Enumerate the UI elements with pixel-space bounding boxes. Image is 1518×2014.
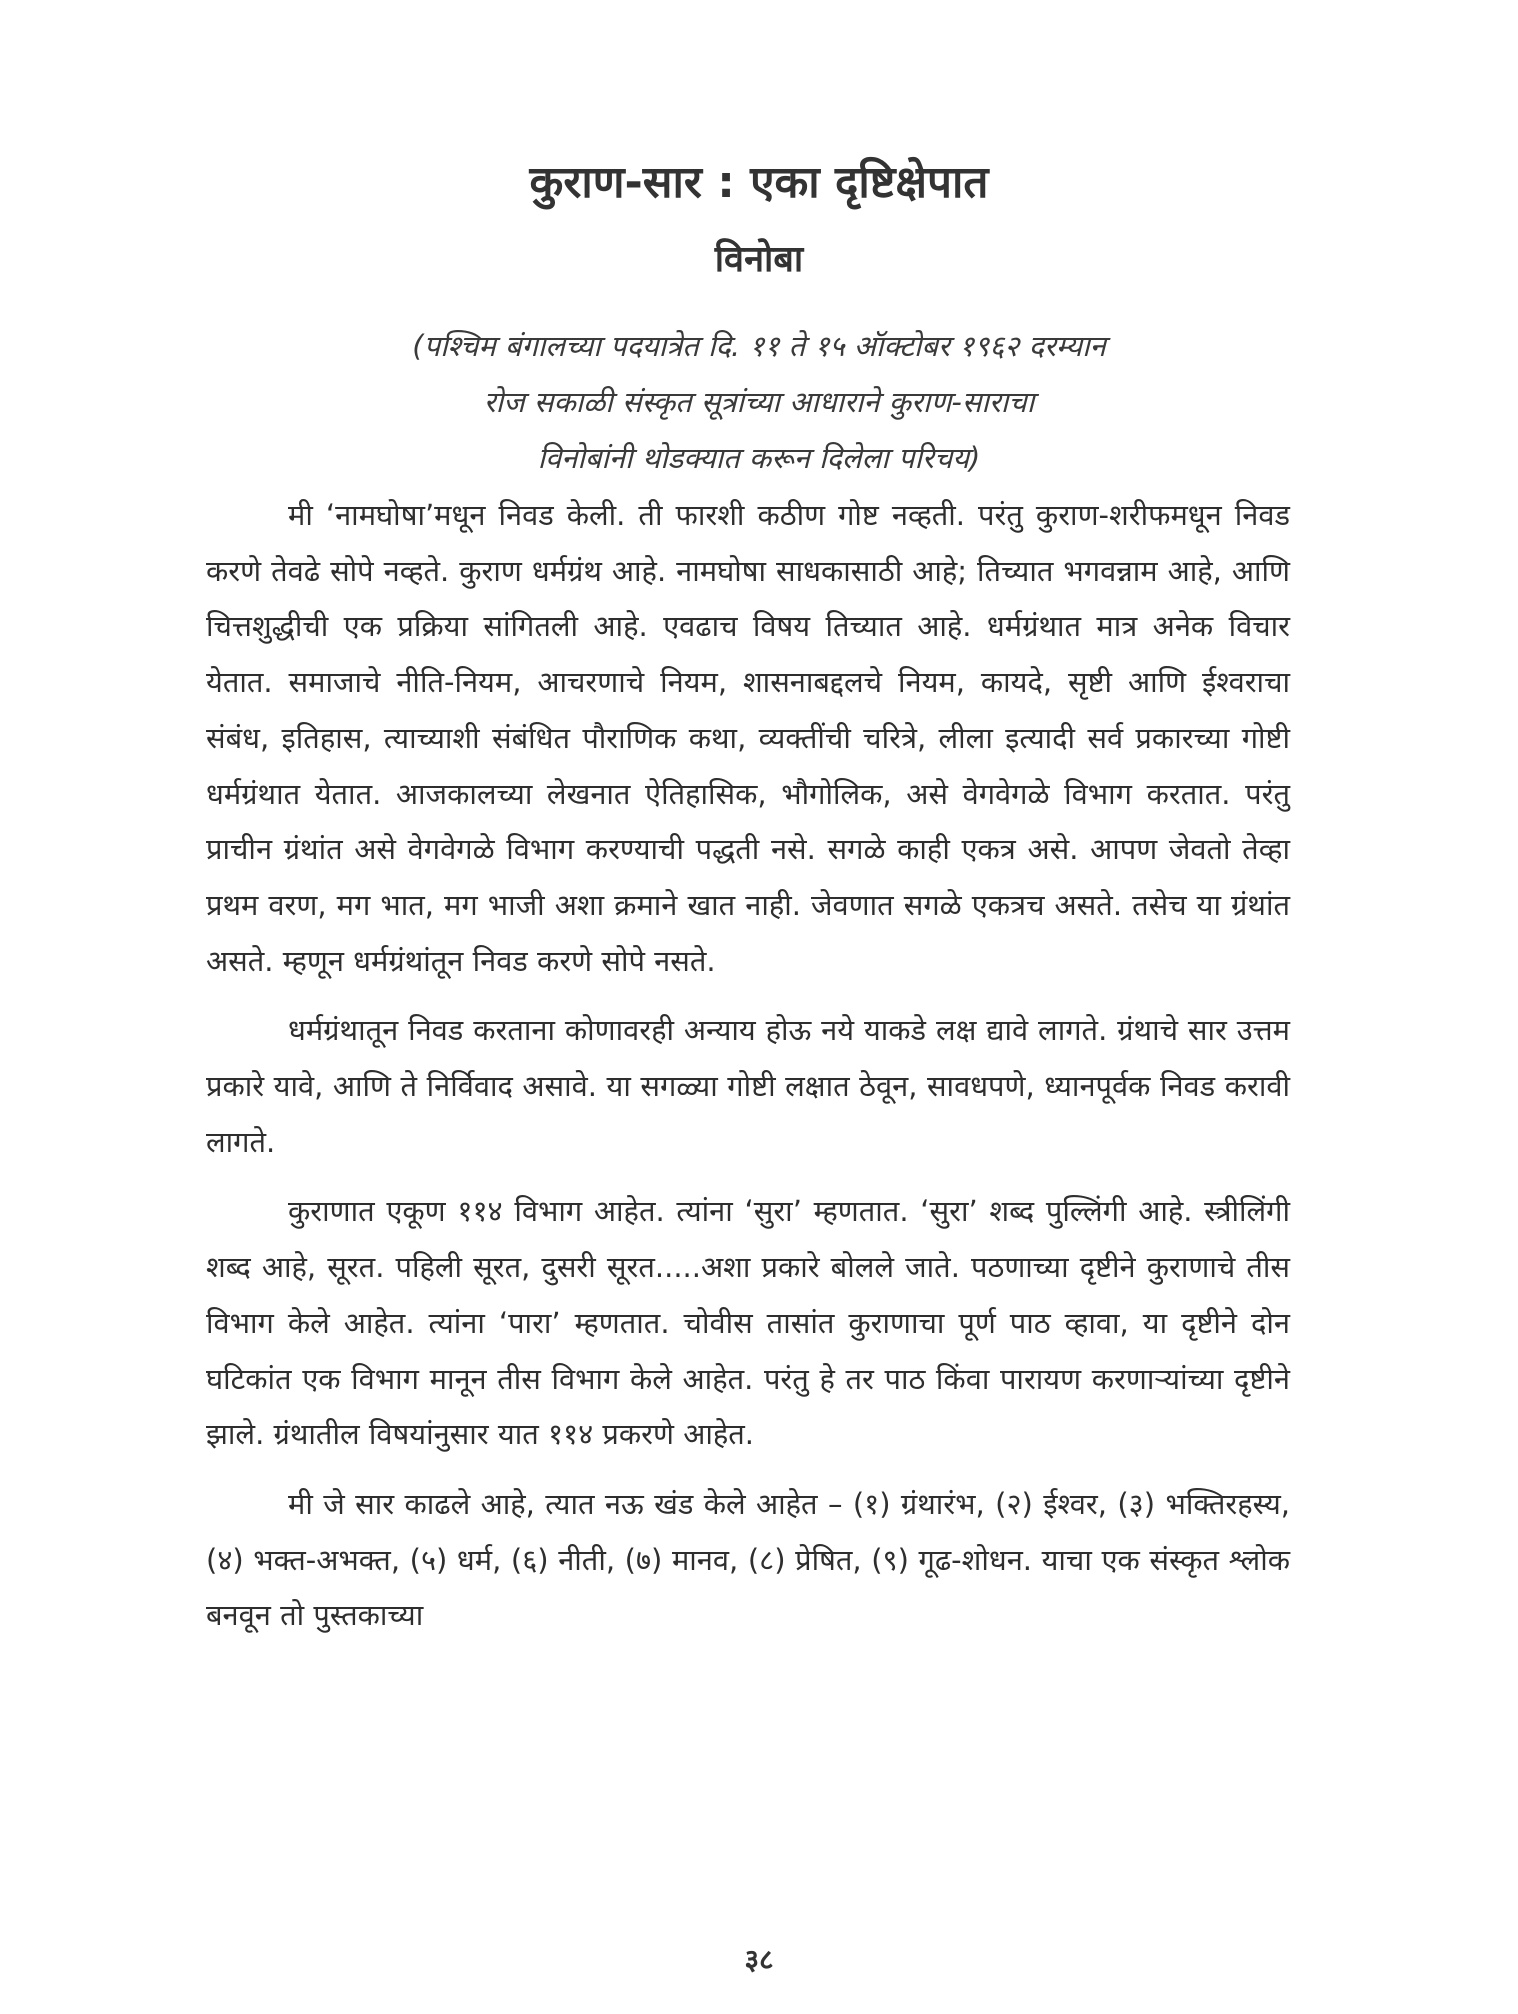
paragraph: मी ‘नामघोषा’मधून निवड केली. ती फारशी कठीण गोष्ट नव्हती. परंतु कुराण-शरीफमधून निवड करणे तेवढे सोपे नव्हते. कुराण धर्मग्रंथ आहे. नामघोषा साधकासाठी आहे; तिच्यात भगवन्नाम आहे, आणि चित्तशुद्धीची एक प्रक्रिया सांगितली आहे. एवढाच विषय तिच्यात आहे. धर्मग्रंथात मात्र अनेक विचार येतात. समाजाचे नीति-नियम, आचरणाचे नियम, शासनाबद्दलचे नियम, कायदे, सृष्टी आणि ईश्वराचा संबंध, इतिहास, त्याच्याशी संबंधित पौराणिक कथा, व्यक्तींची चरित्रे, लीला इत्यादी सर्व प्रकारच्या गोष्टी धर्मग्रंथात येतात. आजकालच्या लेखनात ऐतिहासिक, भौगोलिक, असे वेगवेगळे विभाग करतात. परंतु प्राचीन ग्रंथांत असे वेगवेगळे विभाग करण्याची पद्धती नसे. सगळे काही एकत्र असे. आपण जेवतो तेव्हा प्रथम वरण, मग भात, मग भाजी अशा क्रमाने खात नाही. जेवणात सगळे एकत्रच असते. तसेच या ग्रंथांत असते. म्हणून धर्मग्रंथांतून निवड करणे सोपे नसते. [206, 498, 1290, 978]
paragraph: मी जे सार काढले आहे, त्यात नऊ खंड केले आहेत – (१) ग्रंथारंभ, (२) ईश्वर, (३) भक्तिरहस्य, (४) भक्त-अभक्त, (५) धर्म, (६) नीती, (७) मानव, (८) प्रेषित, (९) गूढ-शोधन. याचा एक संस्कृत श्लोक बनवून तो पुस्तकाच्या [206, 1486, 1290, 1633]
paragraph: कुराणात एकूण ११४ विभाग आहेत. त्यांना ‘सुरा’ म्हणतात. ‘सुरा’ शब्द पुल्लिंगी आहे. स्त्रीलिंगी शब्द आहे, सूरत. पहिली सूरत, दुसरी सूरत.....अशा प्रकारे बोलले जाते. पठणाच्या दृष्टीने कुराणाचे तीस विभाग केले आहेत. त्यांना ‘पारा’ म्हणतात. चोवीस तासांत कुराणाचा पूर्ण पाठ व्हावा, या दृष्टीने दोन घटिकांत एक विभाग मानून तीस विभाग केले आहेत. परंतु हे तर पाठ किंवा पारायण करणाऱ्यांच्या दृष्टीने झाले. ग्रंथातील विषयांनुसार यात ११४ प्रकरणे आहेत. [206, 1194, 1290, 1452]
page-number: ३८ [744, 1943, 774, 1976]
intro-line: विनोबांनी थोडक्यात करून दिलेला परिचय) [537, 441, 981, 475]
intro-note [0, 318, 1518, 486]
page-title: कुराण-सार : एका दृष्टिक्षेपात [529, 157, 989, 208]
paragraph: धर्मग्रंथातून निवड करताना कोणावरही अन्याय होऊ नये याकडे लक्ष द्यावे लागते. ग्रंथाचे सार उत्तम प्रकारे यावे, आणि ते निर्विवाद असावे. या सगळ्या गोष्टी लक्षात ठेवून, सावधपणे, ध्यानपूर्वक निवड करावी लागते. [206, 1013, 1290, 1159]
body-text [206, 488, 1290, 1658]
author-name: विनोबा [714, 239, 804, 280]
intro-line: (पश्चिम बंगालच्या पदयात्रेत दि. ११ ते १५ ऑक्टोबर १९६२ दरम्यान [412, 329, 1106, 363]
intro-line: रोज सकाळी संस्कृत सूत्रांच्या आधाराने कुराण-साराचा [483, 385, 1035, 419]
